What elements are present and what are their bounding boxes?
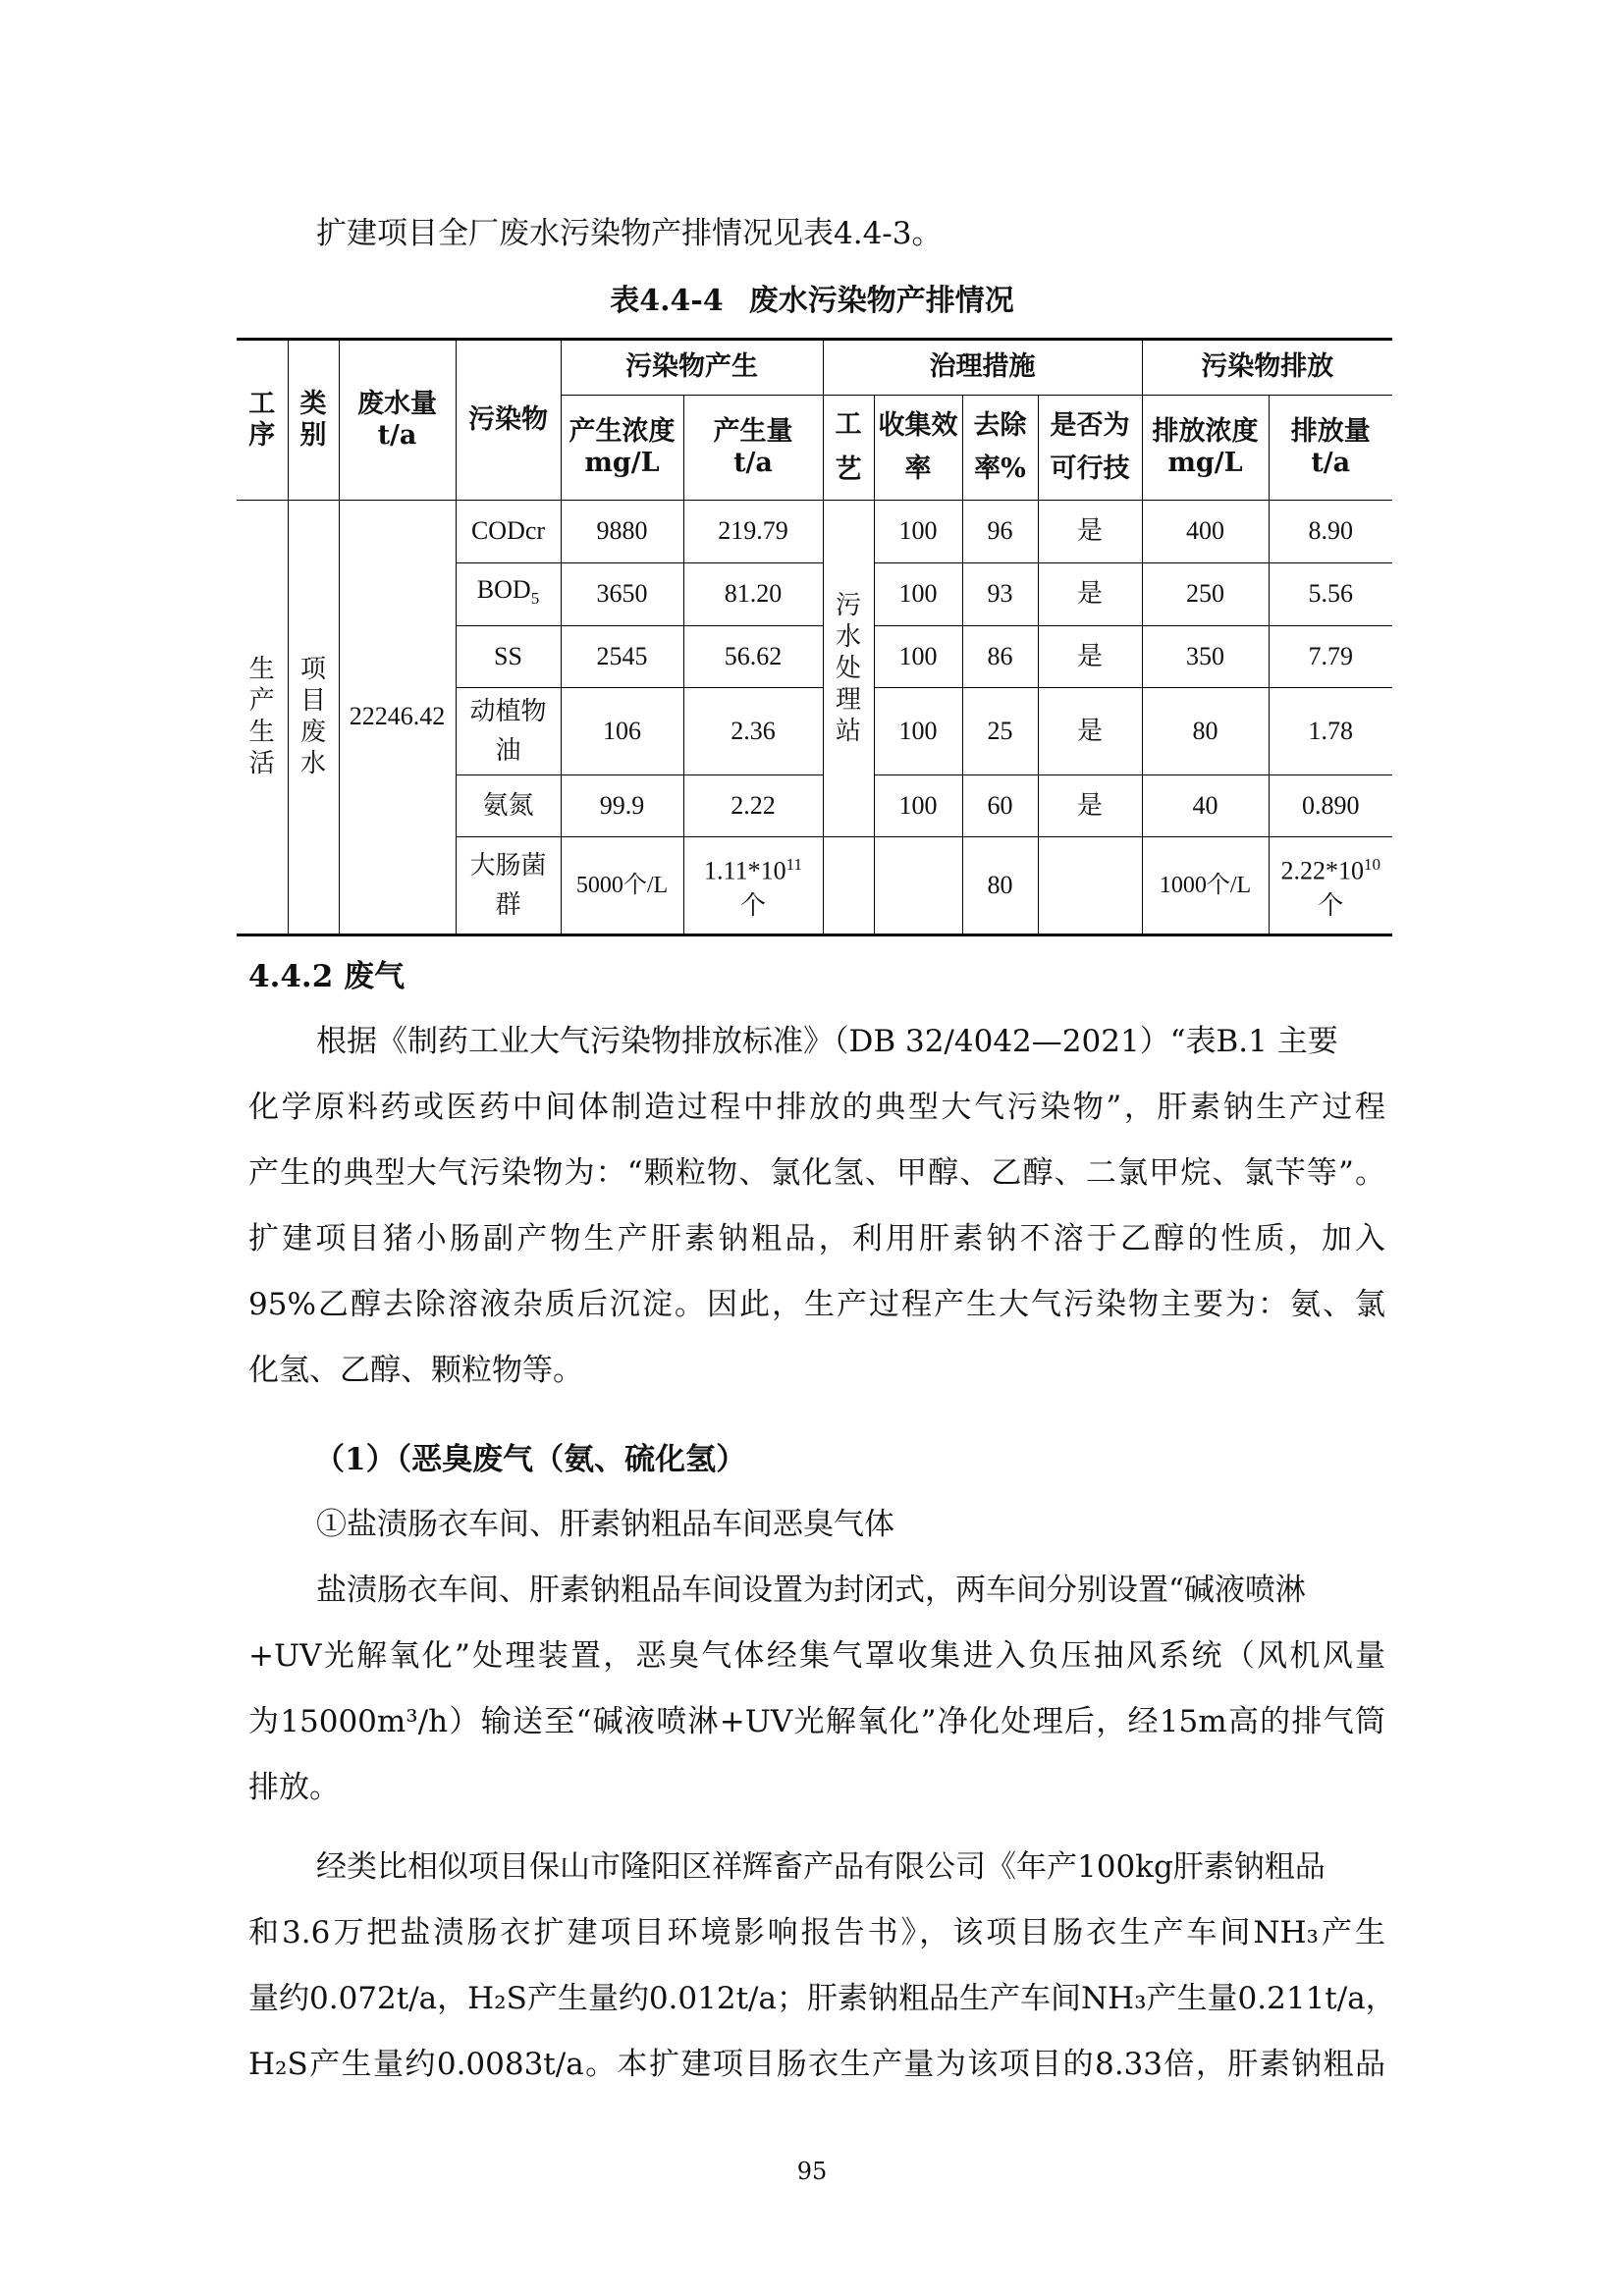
wastewater-table	[237, 338, 1392, 936]
cell-tech-empty	[823, 836, 874, 934]
paragraph-line: 扩建项目猪小肠副产物生产肝素钠粗品，利用肝素钠不溶于乙醇的性质，加入	[248, 1221, 1385, 1256]
cell-pollutant: 大肠菌群	[456, 836, 561, 934]
cell-gen-conc: 99.9	[561, 775, 683, 837]
cell-dis-amt: 7.79	[1269, 626, 1392, 688]
cell-pollutant: 动植物油	[456, 688, 561, 775]
paragraph-line: 和3.6万把盐渍肠衣扩建项目环境影响报告书》，该项目肠衣生产车间NH₃产生	[248, 1915, 1385, 1950]
cell-gen-conc: 3650	[561, 562, 683, 626]
cell-dis-conc: 1000个/L	[1142, 836, 1269, 934]
cell-category: 项目废水	[288, 500, 339, 934]
paragraph-line: 产生的典型大气污染物为：“颗粒物、氯化氢、甲醇、乙醇、二氯甲烷、氯苄等”。	[248, 1155, 1385, 1191]
cell-feasible: 是	[1038, 626, 1142, 688]
paragraph-line: 盐渍肠衣车间、肝素钠粗品车间设置为封闭式，两车间分别设置“碱液喷淋	[316, 1573, 1306, 1608]
header-gen-amt: 产生量 t/a	[683, 395, 823, 500]
cell-dis-conc: 350	[1142, 626, 1269, 688]
header-removal: 去除率%	[962, 395, 1038, 500]
cell-feasible: 是	[1038, 562, 1142, 626]
cell-removal: 80	[962, 836, 1038, 934]
cell-collect: 100	[874, 775, 962, 837]
cell-dis-amt: 1.78	[1269, 688, 1392, 775]
cell-dis-conc: 80	[1142, 688, 1269, 775]
paragraph-line: 化氢、乙醇、颗粒物等。	[248, 1353, 583, 1388]
header-collect: 收集效率	[874, 395, 962, 500]
table-header-row	[237, 340, 1392, 396]
cell-tech: 污水处理站	[823, 500, 874, 836]
cell-gen-amt: $1.11*10^{11}$ 个	[683, 836, 823, 934]
cell-pollutant: 氨氮	[456, 775, 561, 837]
page-number: 95	[796, 2158, 828, 2185]
cell-collect: 100	[874, 562, 962, 626]
cell-dis-amt: 5.56	[1269, 562, 1392, 626]
cell-gen-amt: 81.20	[683, 562, 823, 626]
cell-feasible: 是	[1038, 500, 1142, 562]
header-discharge: 污染物排放	[1142, 340, 1392, 396]
cell-removal: 93	[962, 562, 1038, 626]
intro-sentence: 扩建项目全厂废水污染物产排情况见表4.4-3。	[316, 216, 943, 251]
cell-dis-amt: 0.890	[1269, 775, 1392, 837]
paragraph-line: +UV光解氧化”处理装置，恶臭气体经集气罩收集进入负压抽风系统（风机风量	[248, 1638, 1385, 1674]
cell-dis-conc: 40	[1142, 775, 1269, 837]
section-heading: 4.4.2 废气	[248, 959, 406, 994]
paragraph-line: 排放。	[248, 1770, 340, 1805]
cell-dis-conc: 400	[1142, 500, 1269, 562]
cell-removal: 96	[962, 500, 1038, 562]
header-volume: 废水量 t/a	[339, 340, 456, 501]
table-caption	[0, 283, 1624, 320]
cell-collect	[874, 836, 962, 934]
cell-dis-amt: 8.90	[1269, 500, 1392, 562]
header-generation: 污染物产生	[561, 340, 823, 396]
header-gen-conc: 产生浓度 mg/L	[561, 395, 683, 500]
cell-removal: 25	[962, 688, 1038, 775]
list-item: ①盐渍肠衣车间、肝素钠粗品车间恶臭气体	[316, 1507, 894, 1542]
table-number: 表4.4-4	[610, 284, 724, 318]
header-dis-amt: 排放量 t/a	[1269, 395, 1392, 500]
header-process: 工序	[237, 340, 288, 501]
cell-pollutant: $BOD_5$	[456, 562, 561, 626]
cell-pollutant: CODcr	[456, 500, 561, 562]
paragraph-line: 经类比相似项目保山市隆阳区祥辉畜产品有限公司《年产100kg肝素钠粗品	[316, 1849, 1326, 1885]
cell-gen-conc: 9880	[561, 500, 683, 562]
paragraph-line: 量约0.072t/a，H₂S产生量约0.012t/a；肝素钠粗品生产车间NH₃产生量0.211t/a，	[248, 1981, 1396, 2016]
cell-feasible	[1038, 836, 1142, 934]
cell-volume: 22246.42	[339, 500, 456, 934]
cell-dis-conc: 250	[1142, 562, 1269, 626]
cell-gen-conc: 106	[561, 688, 683, 775]
paragraph-line: 根据《制药工业大气污染物排放标准》（DB 32/4042—2021）“表B.1 主要	[316, 1024, 1338, 1059]
cell-process: 生产生活	[237, 500, 288, 934]
cell-pollutant: SS	[456, 626, 561, 688]
cell-gen-conc: 5000个/L	[561, 836, 683, 934]
cell-gen-amt: 219.79	[683, 500, 823, 562]
cell-dis-amt: $2.22*10^{10}$ 个	[1269, 836, 1392, 934]
cell-collect: 100	[874, 688, 962, 775]
paragraph-line: 化学原料药或医药中间体制造过程中排放的典型大气污染物”，肝素钠生产过程	[248, 1090, 1385, 1125]
header-treatment: 治理措施	[823, 340, 1142, 396]
paragraph-line: H₂S产生量约0.0083t/a。本扩建项目肠衣生产量为该项目的8.33倍，肝素钠粗品	[248, 2047, 1385, 2082]
cell-removal: 60	[962, 775, 1038, 837]
cell-removal: 86	[962, 626, 1038, 688]
header-dis-conc: 排放浓度 mg/L	[1142, 395, 1269, 500]
cell-collect: 100	[874, 500, 962, 562]
table-title: 废水污染物产排情况	[748, 284, 1014, 318]
paragraph-line: 95%乙醇去除溶液杂质后沉淀。因此，生产过程产生大气污染物主要为：氨、氯	[248, 1287, 1385, 1322]
sub-heading: （1）（恶臭废气（氨、硫化氢）	[314, 1442, 747, 1477]
table-row	[237, 500, 1392, 562]
header-tech: 工艺	[823, 395, 874, 500]
paragraph-line: 为15000m³/h）输送至“碱液喷淋+UV光解氧化”净化处理后，经15m高的排气筒	[248, 1704, 1385, 1739]
cell-gen-amt: 2.22	[683, 775, 823, 837]
header-category: 类别	[288, 340, 339, 501]
cell-gen-amt: 56.62	[683, 626, 823, 688]
cell-gen-amt: 2.36	[683, 688, 823, 775]
cell-gen-conc: 2545	[561, 626, 683, 688]
cell-feasible: 是	[1038, 775, 1142, 837]
cell-feasible: 是	[1038, 688, 1142, 775]
header-pollutant: 污染物	[456, 340, 561, 501]
cell-collect: 100	[874, 626, 962, 688]
header-feasible: 是否为可行技	[1038, 395, 1142, 500]
